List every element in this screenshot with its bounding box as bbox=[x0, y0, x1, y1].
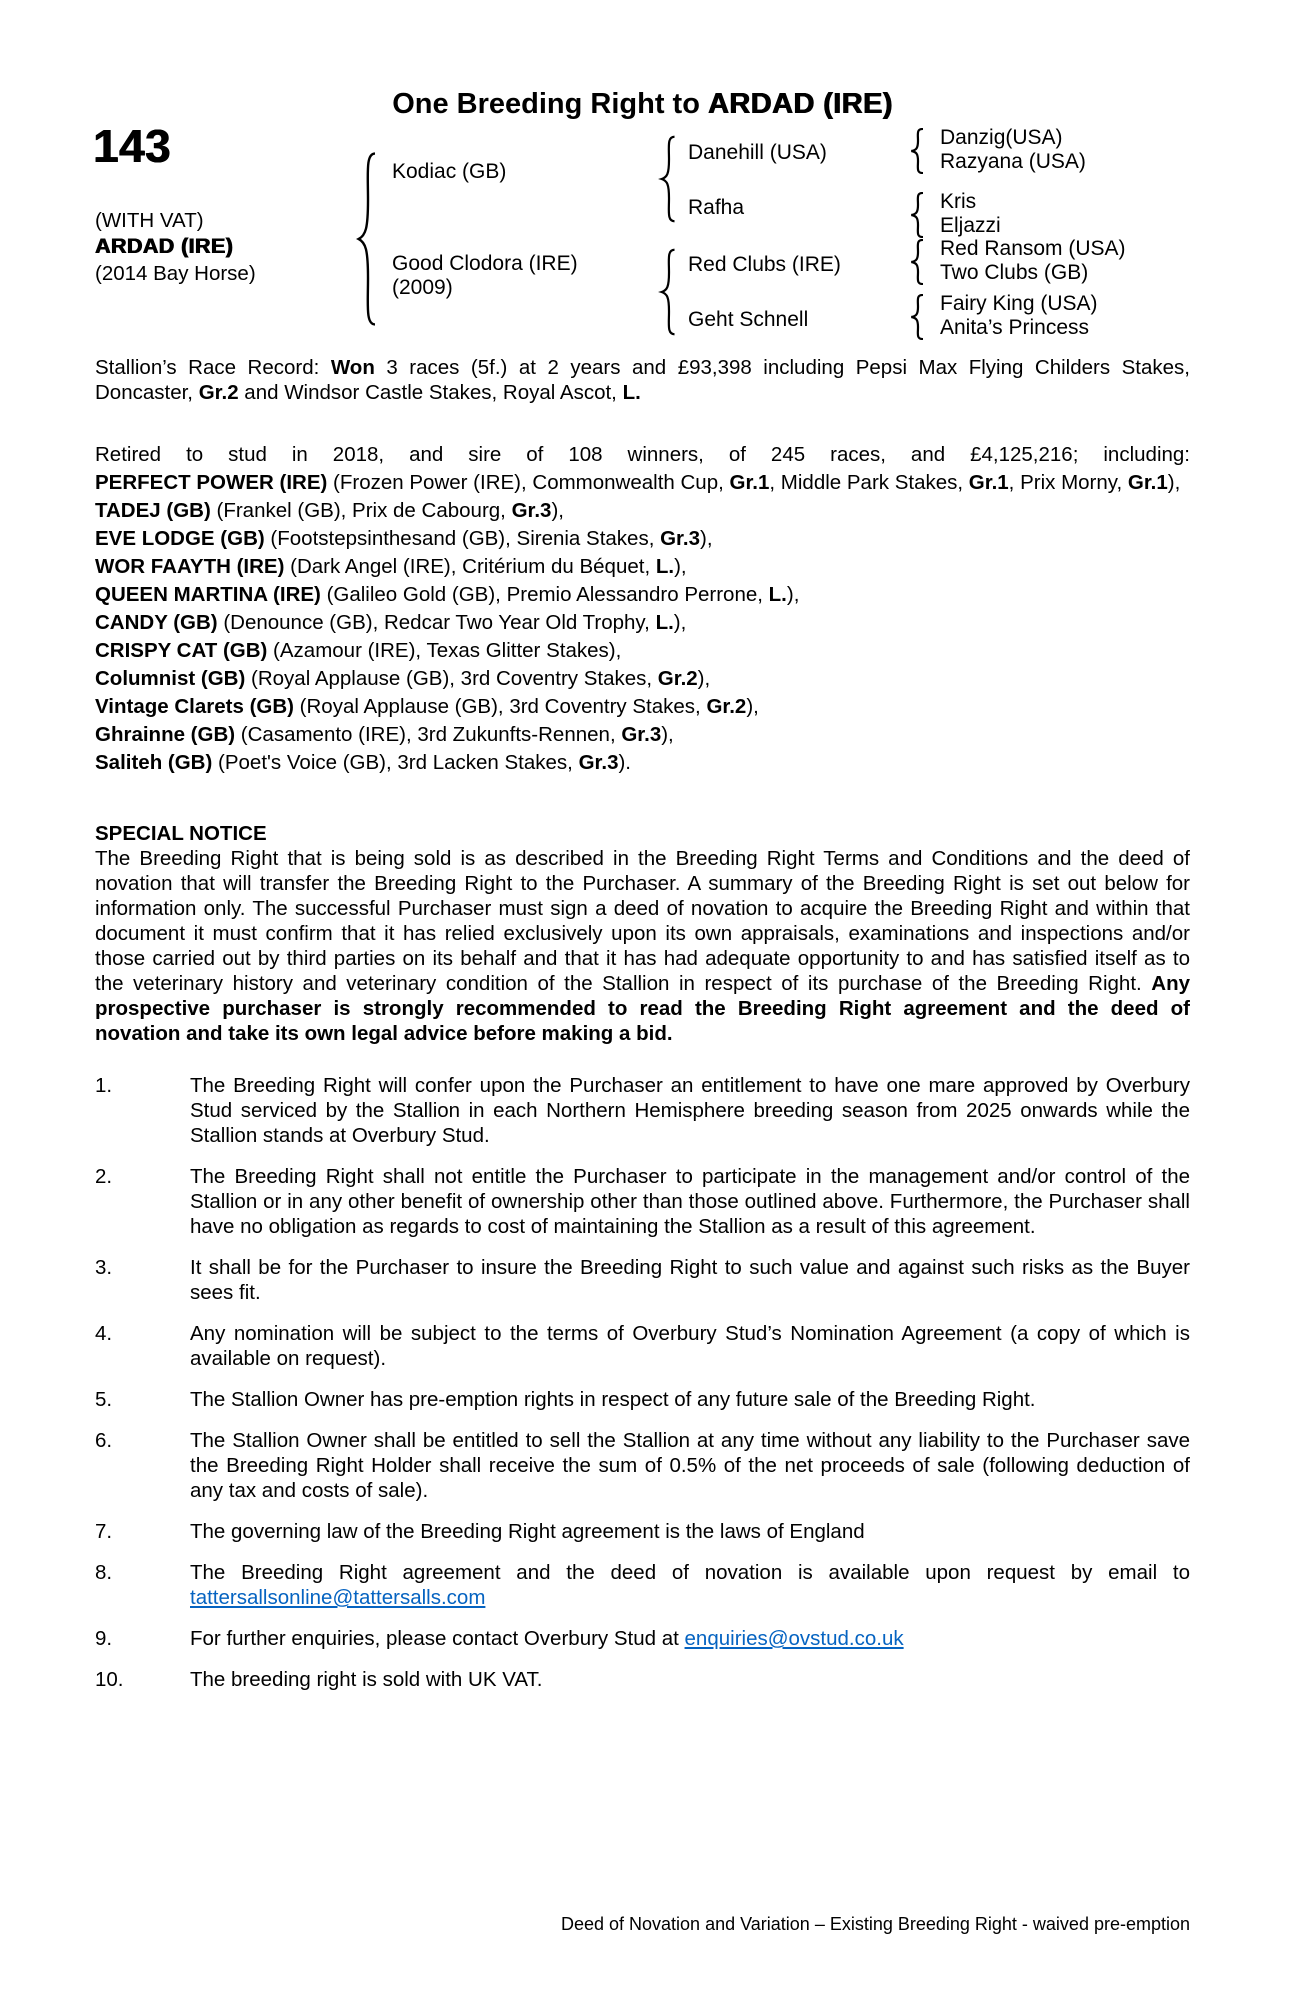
pedigree-gen2-dam-sire: Red Clubs (IRE) bbox=[688, 253, 841, 276]
text-segment: ), bbox=[786, 583, 800, 606]
text-segment: Gr.2 bbox=[198, 381, 239, 404]
text-segment: ), bbox=[673, 611, 687, 634]
lot-number: 143 bbox=[93, 120, 171, 172]
text-segment: ), bbox=[700, 527, 713, 550]
pedigree-gen3-pair bbox=[940, 292, 1098, 340]
condition-item bbox=[95, 1667, 1190, 1692]
text-segment: Any nomination will be subject to the terms of Overbury Stud’s Nomination Agreement (a copy of which is available on request). bbox=[190, 1322, 1190, 1370]
text-segment: (Royal Applause (GB), 3rd Coventry Stakes, bbox=[245, 667, 658, 690]
text-segment: It shall be for the Purchaser to insure the Breeding Right to such value and against such risks as the Buyer sees fit. bbox=[190, 1256, 1190, 1304]
condition-number: 8. bbox=[95, 1561, 113, 1584]
text-segment: (Azamour (IRE), Texas Glitter Stakes), bbox=[267, 639, 622, 662]
text-segment: Gr.1 bbox=[968, 471, 1009, 494]
page-title bbox=[95, 88, 1190, 120]
text-segment: Ghrainne (GB) bbox=[95, 723, 236, 746]
condition-number: 9. bbox=[95, 1627, 113, 1650]
text-segment: TADEJ (GB) bbox=[95, 499, 211, 522]
pedigree-dam-name: Good Clodora (IRE) bbox=[392, 252, 578, 275]
text-segment: WOR FAAYTH (IRE) bbox=[95, 555, 285, 578]
pedigree-brace-gen1-icon bbox=[354, 150, 382, 328]
text-segment: QUEEN MARTINA (IRE) bbox=[95, 583, 321, 606]
progeny-line bbox=[95, 553, 1190, 581]
condition-text bbox=[190, 1387, 1190, 1412]
text-segment: Gr.3 bbox=[511, 499, 552, 522]
pedigree-gen3-pair bbox=[940, 126, 1086, 174]
text-segment: EVE LODGE (GB) bbox=[95, 527, 265, 550]
special-notice-heading: SPECIAL NOTICE bbox=[95, 822, 267, 845]
text-segment: ), bbox=[551, 499, 564, 522]
text-segment: Gr.2 bbox=[657, 667, 698, 690]
lot-horse-name: ARDAD (IRE) bbox=[95, 234, 234, 258]
text-segment: L. bbox=[655, 611, 674, 634]
progeny-line bbox=[95, 721, 1190, 749]
text-segment: (Royal Applause (GB), 3rd Coventry Stakes, bbox=[293, 695, 707, 718]
text-segment: Columnist (GB) bbox=[95, 667, 246, 690]
text-segment: (Galileo Gold (GB), Premio Alessandro Perrone, bbox=[320, 583, 769, 606]
condition-text bbox=[190, 1519, 1190, 1544]
condition-item bbox=[95, 1626, 1190, 1651]
condition-number: 2. bbox=[95, 1165, 113, 1188]
progeny-line bbox=[95, 469, 1190, 497]
lot-foaling-detail: (2014 Bay Horse) bbox=[95, 262, 256, 285]
text-segment: Gr.1 bbox=[1127, 471, 1168, 494]
text-segment: Retired to stud in 2018, and sire of 108 winners, of 245 races, and £4,125,216; including: bbox=[95, 443, 1190, 466]
text-segment: The breeding right is sold with UK VAT. bbox=[190, 1668, 543, 1691]
pedigree-brace-sire-icon bbox=[658, 135, 680, 223]
condition-text bbox=[190, 1667, 1190, 1692]
text-segment: 3 races (5f.) at 2 years and £93,398 including Pepsi Max Flying Childers Stakes, Doncaster, bbox=[95, 356, 1190, 404]
text-segment: and Windsor Castle Stakes, Royal Ascot, bbox=[238, 381, 623, 404]
progeny-line bbox=[95, 637, 1190, 665]
text-segment: The Breeding Right that is being sold is as described in the Breeding Right Terms and Conditions and the deed of novation that will transfer the Breeding Right to the Purchaser. A summary of the Breeding Right is set out below for information only. The successful Purchaser must sign a deed of novation to acquire the Breeding Right and within that document it must confirm that it has relied exclusively upon its own appraisals, examinations and inspections and/or those carried out by third parties on its behalf and that it has had adequate opportunity to and has satisfied itself as to the veterinary history and veterinary condition of the Stallion in respect of its purchase of the Breeding Right. bbox=[95, 847, 1190, 995]
progeny-line bbox=[95, 665, 1190, 693]
condition-number: 7. bbox=[95, 1520, 113, 1543]
pedigree-brace-gen3-icon bbox=[908, 294, 928, 340]
pedigree-dam-year: (2009) bbox=[392, 276, 453, 299]
pedigree-gen3-pair bbox=[940, 190, 1001, 238]
condition-item bbox=[95, 1560, 1190, 1610]
lot-vat-note: (WITH VAT) bbox=[95, 209, 204, 232]
text-segment: The Stallion Owner shall be entitled to sell the Stallion at any time without any liability to the Purchaser save the Breeding Right Holder shall receive the sum of 0.5% of the net proceeds of sale (following deduction of any tax and costs of sale). bbox=[190, 1429, 1190, 1502]
text-segment: PERFECT POWER (IRE) bbox=[95, 471, 328, 494]
text-segment: CANDY (GB) bbox=[95, 611, 218, 634]
text-segment: L. bbox=[768, 583, 787, 606]
condition-item bbox=[95, 1321, 1190, 1371]
condition-item bbox=[95, 1164, 1190, 1239]
text-segment: ), bbox=[1167, 471, 1181, 494]
text-segment: Gr.3 bbox=[621, 723, 662, 746]
race-record-paragraph bbox=[95, 355, 1190, 405]
page-title-horse-name: ARDAD (IRE) bbox=[707, 88, 893, 120]
pedigree-brace-gen3-icon bbox=[908, 239, 928, 285]
text-segment: ), bbox=[697, 667, 711, 690]
condition-number: 10. bbox=[95, 1668, 124, 1691]
progeny-intro-line bbox=[95, 441, 1190, 469]
progeny-line bbox=[95, 749, 1190, 777]
text-segment: ), bbox=[746, 695, 759, 718]
text-segment: L. bbox=[622, 381, 641, 404]
page-body bbox=[95, 352, 1190, 1692]
pedigree-brace-dam-icon bbox=[658, 248, 680, 336]
condition-number: 3. bbox=[95, 1256, 113, 1279]
condition-text bbox=[190, 1255, 1190, 1305]
pedigree-gen3-name: Eljazzi bbox=[940, 214, 1001, 237]
text-segment: The Breeding Right shall not entitle the Purchaser to participate in the management and/or control of the Stallion or in any other benefit of ownership other than those outlined above. Furthermore, the Purchaser shall have no obligation as regards to cost of maintaining the Stallion as a result of this agreement. bbox=[190, 1165, 1190, 1238]
pedigree-sire: Kodiac (GB) bbox=[392, 160, 507, 183]
text-segment: Won bbox=[330, 356, 375, 379]
condition-text bbox=[190, 1321, 1190, 1371]
condition-number: 5. bbox=[95, 1388, 113, 1411]
text-segment: CRISPY CAT (GB) bbox=[95, 639, 268, 662]
text-segment: Gr.3 bbox=[660, 527, 700, 550]
text-segment: Gr.1 bbox=[729, 471, 770, 494]
text-segment: Gr.3 bbox=[578, 751, 619, 774]
progeny-line bbox=[95, 497, 1190, 525]
text-segment: (Dark Angel (IRE), Critérium du Béquet, bbox=[284, 555, 656, 578]
text-segment: , Middle Park Stakes, bbox=[769, 471, 969, 494]
text-segment: (Poet's Voice (GB), 3rd Lacken Stakes, bbox=[212, 751, 579, 774]
pedigree-gen3-name: Danzig(USA) bbox=[940, 126, 1063, 149]
progeny-block bbox=[95, 441, 1190, 777]
condition-item bbox=[95, 1073, 1190, 1148]
email-link[interactable]: tattersallsonline@tattersalls.com bbox=[190, 1586, 486, 1609]
condition-number: 1. bbox=[95, 1074, 113, 1097]
condition-text bbox=[190, 1626, 1190, 1651]
text-segment: (Casamento (IRE), 3rd Zukunfts-Rennen, bbox=[235, 723, 622, 746]
text-segment: ), bbox=[661, 723, 674, 746]
text-segment: ). bbox=[618, 751, 631, 774]
page-title-prefix: One Breeding Right to bbox=[392, 88, 708, 120]
text-segment: (Frozen Power (IRE), Commonwealth Cup, bbox=[327, 471, 730, 494]
text-segment: The Stallion Owner has pre-emption rights in respect of any future sale of the Breeding Right. bbox=[190, 1388, 1036, 1411]
pedigree-gen2-dam-dam: Geht Schnell bbox=[688, 308, 809, 331]
pedigree-gen3-name: Kris bbox=[940, 190, 977, 213]
pedigree-gen3-pair bbox=[940, 237, 1126, 285]
text-segment: (Frankel (GB), Prix de Cabourg, bbox=[210, 499, 512, 522]
condition-text bbox=[190, 1428, 1190, 1503]
text-segment: ), bbox=[674, 555, 687, 578]
pedigree-gen3-name: Two Clubs (GB) bbox=[940, 261, 1089, 284]
progeny-line bbox=[95, 609, 1190, 637]
text-segment: The governing law of the Breeding Right agreement is the laws of England bbox=[190, 1520, 865, 1543]
condition-text bbox=[190, 1560, 1190, 1610]
condition-text bbox=[190, 1073, 1190, 1148]
footer-note: Deed of Novation and Variation – Existing Breeding Right - waived pre-emption bbox=[560, 1914, 1190, 1934]
pedigree-gen3-name: Fairy King (USA) bbox=[940, 292, 1098, 315]
text-segment: (Denounce (GB), Redcar Two Year Old Trophy, bbox=[217, 611, 656, 634]
pedigree-dam bbox=[392, 252, 578, 300]
pedigree-gen2-sire-dam: Rafha bbox=[688, 196, 745, 219]
text-segment: Vintage Clarets (GB) bbox=[95, 695, 294, 718]
text-segment: (Footstepsinthesand (GB), Sirenia Stakes, bbox=[264, 527, 661, 550]
text-segment: For further enquiries, please contact Overbury Stud at bbox=[190, 1627, 685, 1650]
text-segment: The Breeding Right agreement and the deed of novation is available upon request by email to bbox=[190, 1561, 1190, 1584]
pedigree-brace-gen3-icon bbox=[908, 128, 928, 174]
text-segment: , Prix Morny, bbox=[1008, 471, 1128, 494]
text-segment: The Breeding Right will confer upon the Purchaser an entitlement to have one mare approved by Overbury Stud serviced by the Stallion in each Northern Hemisphere breeding season from 2025 onwards while the Stallion stands at Overbury Stud. bbox=[190, 1074, 1190, 1147]
pedigree-gen2-sire-sire: Danehill (USA) bbox=[688, 141, 827, 164]
text-segment: Gr.2 bbox=[706, 695, 747, 718]
pedigree-gen3-name: Red Ransom (USA) bbox=[940, 237, 1126, 260]
pedigree-gen3-name: Razyana (USA) bbox=[940, 150, 1086, 173]
condition-item bbox=[95, 1519, 1190, 1544]
text-segment: Stallion’s Race Record: bbox=[95, 356, 331, 379]
condition-item bbox=[95, 1387, 1190, 1412]
condition-text bbox=[190, 1164, 1190, 1239]
pedigree-gen3-name: Anita’s Princess bbox=[940, 316, 1090, 339]
text-segment: Any prospective purchaser is strongly recommended to read the Breeding Right agreement and the deed of novation and take its own legal advice before making a bid. bbox=[95, 972, 1190, 1045]
progeny-line bbox=[95, 581, 1190, 609]
special-notice-paragraph bbox=[95, 846, 1190, 1046]
condition-number: 6. bbox=[95, 1429, 113, 1452]
text-segment: L. bbox=[655, 555, 675, 578]
progeny-line bbox=[95, 525, 1190, 553]
text-segment: Saliteh (GB) bbox=[95, 751, 213, 774]
condition-item bbox=[95, 1428, 1190, 1503]
condition-number: 4. bbox=[95, 1322, 113, 1345]
pedigree-brace-gen3-icon bbox=[908, 192, 928, 238]
email-link[interactable]: enquiries@ovstud.co.uk bbox=[684, 1627, 904, 1650]
progeny-line bbox=[95, 693, 1190, 721]
condition-item bbox=[95, 1255, 1190, 1305]
